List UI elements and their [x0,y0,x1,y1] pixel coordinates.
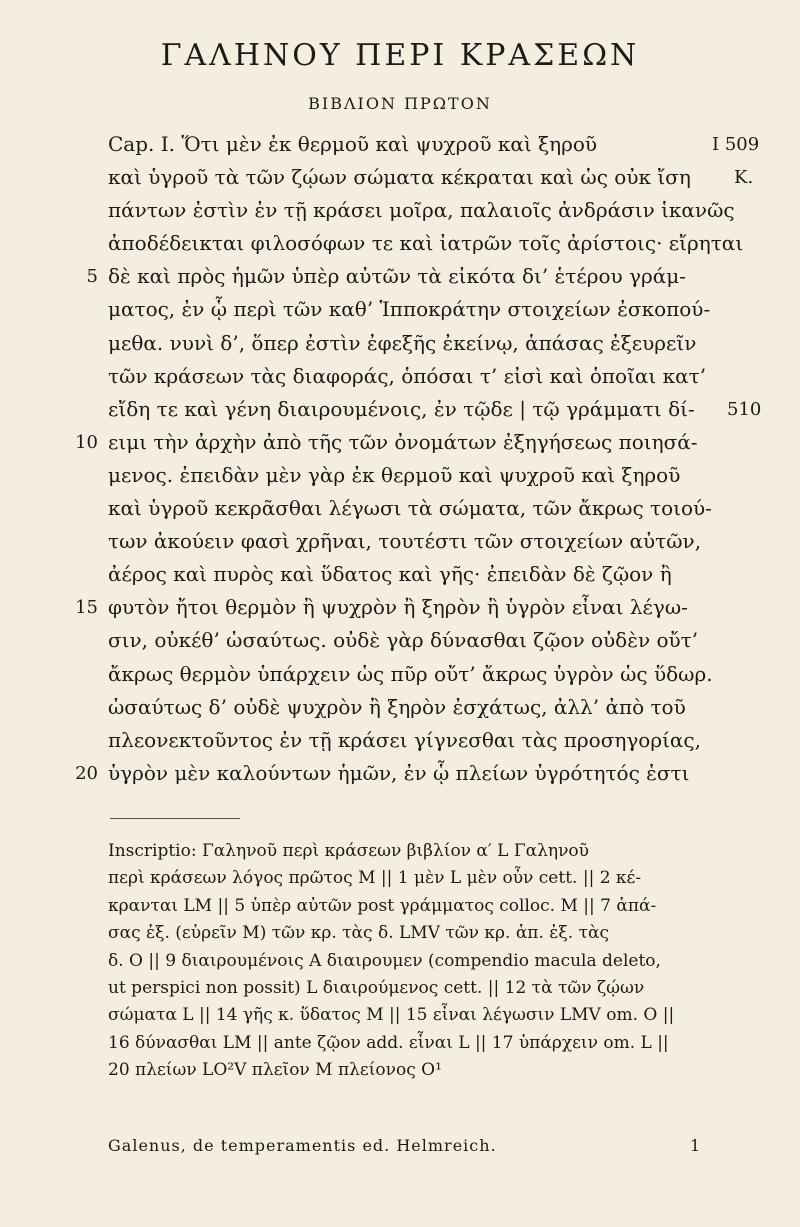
apparatus-line: ut perspici non possit) L διαιρούμενος cett. || 12 τὰ τῶν ζῴων [108,977,645,998]
apparatus-line: 16 δύνασθαι LM || ante ζῷον add. εἶναι L || 17 ὑπάρχειν om. L || [108,1032,669,1053]
line-number-20: 20 [75,763,98,784]
apparatus-divider [110,818,240,819]
text-line: πλεονεκτοῦντος ἐν τῇ κράσει γίγνεσθαι τὰς προσηγορίας, [108,727,701,752]
text-line: μεθα. νυνὶ δ’, ὅπερ ἐστὶν ἐφεξῆς ἐκείνῳ, ἁπάσας ἐξευρεῖν [108,330,697,355]
apparatus-line: δ. O || 9 διαιρουμένοις A διαιρουμεν (compendio macula deleto, [108,950,661,971]
text-line: εἴδη τε καὶ γένη διαιρουμένοις, ἐν τῷδε | τῷ γράμματι δί- [108,396,695,421]
text-line: μενος. ἐπειδὰν μὲν γὰρ ἐκ θερμοῦ καὶ ψυχροῦ καὶ ξηροῦ [108,462,681,487]
page-title: ΓΑΛΗΝΟΥ ΠΕΡΙ ΚΡΑΣΕΩΝ [160,38,640,73]
text-line: ἀποδέδεικται φιλοσόφων τε καὶ ἰατρῶν τοῖς ἀρίστοις· εἴρηται [108,231,744,256]
line-number-10: 10 [75,432,98,453]
text-line: τῶν κράσεων τὰς διαφοράς, ὁπόσαι τ’ εἰσὶ καὶ ὁποῖαι κατ’ [108,363,707,388]
page-number: 1 [690,1136,701,1155]
line-number-5: 5 [86,266,98,287]
text-line: ὑγρὸν μὲν καλούντων ἡμῶν, ἐν ᾧ πλείων ὑγρότητός ἐστι [108,760,690,785]
text-line: καὶ ὑγροῦ κεκρᾶσθαι λέγωσι τὰ σώματα, τῶν ἄκρως τοιού- [108,496,712,521]
page-footer [108,1136,708,1155]
text-line: δὲ καὶ πρὸς ἡμῶν ὑπὲρ αὐτῶν τὰ εἰκότα δι’ ἑτέρου γράμ- [108,264,686,289]
footer-citation: Galenus, de temperamentis ed. Helmreich. [108,1136,497,1155]
margin-ref-k: K. [734,167,754,188]
margin-ref-509: I 509 [712,134,760,155]
page-subtitle: ΒΙΒΛΙΟΝ ΠΡΩΤΟΝ [308,94,492,113]
text-line: ἀέρος καὶ πυρὸς καὶ ὕδατος καὶ γῆς· ἐπειδὰν δὲ ζῷον ἢ [108,562,672,587]
text-line: ειμι τὴν ἀρχὴν ἀπὸ τῆς τῶν ὀνομάτων ἐξηγήσεως ποιησά- [108,429,698,454]
text-line: ματος, ἐν ᾧ περὶ τῶν καθ’ Ἱπποκράτην στοιχείων ἐσκοπού- [108,297,711,322]
apparatus-line: σας ἐξ. (εὑρεῖν M) τῶν κρ. τὰς δ. LMV τῶν κρ. ἁπ. ἐξ. τὰς [108,923,609,944]
apparatus-line: Inscriptio: Γαληνοῦ περὶ κράσεων βιβλίον α′ L Γαληνοῦ [108,841,589,861]
apparatus-line: περὶ κράσεων λόγος πρῶτος M || 1 μὲν L μὲν οὖν cett. || 2 κέ- [108,868,642,889]
text-line: των ἀκούειν φασὶ χρῆναι, τουτέστι τῶν στοιχείων αὐτῶν, [108,529,702,554]
line-number-15: 15 [75,597,98,618]
apparatus-line: κρανται LM || 5 ὑπὲρ αὐτῶν post γράμματος colloc. M || 7 ἁπά- [108,895,657,916]
text-line: Cap. I. Ὅτι μὲν ἐκ θερμοῦ καὶ ψυχροῦ καὶ ξηροῦ [108,132,598,156]
text-line: καὶ ὑγροῦ τὰ τῶν ζῴων σώματα κέκραται καὶ ὡς οὐκ ἴση [108,165,691,190]
text-line: φυτὸν ἤτοι θερμὸν ἢ ψυχρὸν ἢ ξηρὸν ἢ ὑγρὸν εἶναι λέγω- [108,595,688,620]
text-line: ἄκρως θερμὸν ὑπάρχειν ὡς πῦρ οὔτ’ ἄκρως ὑγρὸν ὡς ὕδωρ. [108,661,713,686]
text-line: σιν, οὐκέθ’ ὡσαύτως. οὐδὲ γὰρ δύνασθαι ζῷον οὐδὲν οὔτ’ [108,628,699,653]
apparatus-line: σώματα L || 14 γῆς κ. ὕδατος M || 15 εἶναι λέγωσιν LMV om. O || [108,1005,675,1026]
critical-apparatus [108,838,708,1085]
margin-ref-510: 510 [727,399,762,420]
text-line: πάντων ἐστὶν ἐν τῇ κράσει μοῖρα, παλαιοῖς ἀνδράσιν ἱκανῶς [108,198,735,223]
text-line: ὡσαύτως δ’ οὐδὲ ψυχρὸν ἢ ξηρὸν ἐσχάτως, ἀλλ’ ἀπὸ τοῦ [108,694,686,719]
apparatus-line: 20 πλείων LO²V πλεῖον M πλείονος O¹ [108,1060,442,1081]
